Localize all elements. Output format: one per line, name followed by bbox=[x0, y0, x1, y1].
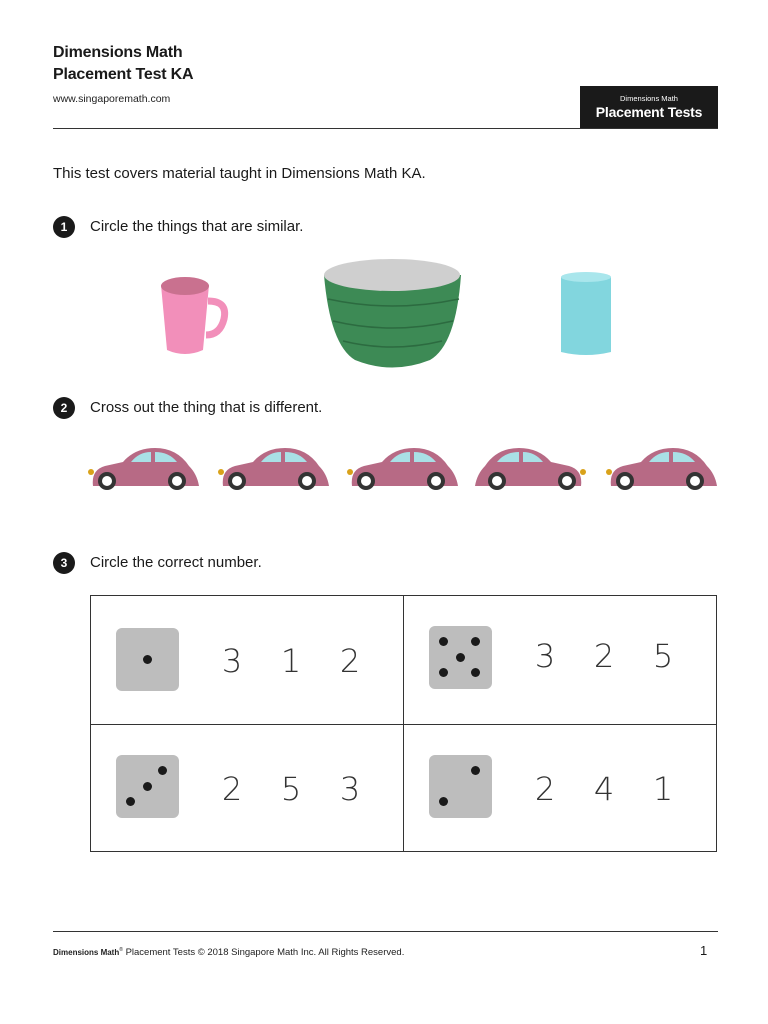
question-2-number: 2 bbox=[53, 397, 75, 419]
q1-pictures bbox=[140, 255, 640, 375]
die-dot bbox=[158, 766, 167, 775]
badge-small-text: Dimensions Math bbox=[620, 94, 678, 103]
die-dot bbox=[439, 637, 448, 646]
car-icon-3[interactable] bbox=[347, 448, 458, 490]
question-1-number: 1 bbox=[53, 216, 75, 238]
q3-cell-3 bbox=[91, 725, 404, 853]
die-dot bbox=[471, 766, 480, 775]
footer-brand: Dimensions Math bbox=[53, 948, 120, 958]
number-choice[interactable]: 2 bbox=[534, 770, 556, 808]
die-dot bbox=[471, 637, 480, 646]
die-icon-two bbox=[429, 755, 492, 818]
q3-grid bbox=[90, 595, 717, 852]
number-choice[interactable]: 2 bbox=[593, 637, 615, 675]
title-line-2: Placement Test KA bbox=[53, 66, 194, 83]
number-choice[interactable]: 1 bbox=[280, 642, 302, 680]
number-choice[interactable]: 3 bbox=[339, 770, 361, 808]
badge-big-text: Placement Tests bbox=[595, 104, 703, 120]
bowl-icon bbox=[324, 259, 461, 368]
page-number: 1 bbox=[700, 943, 708, 958]
car-icon-4[interactable] bbox=[475, 448, 586, 490]
die-icon-three bbox=[116, 755, 179, 818]
footer-text: Placement Tests © 2018 Singapore Math Inc. All Rights Reserved. bbox=[125, 947, 405, 959]
die-dot bbox=[143, 782, 152, 791]
number-choice[interactable]: 2 bbox=[339, 642, 361, 680]
number-choice[interactable]: 1 bbox=[652, 770, 674, 808]
header-divider bbox=[53, 128, 718, 129]
number-choice[interactable]: 5 bbox=[280, 770, 302, 808]
car-icon-2[interactable] bbox=[218, 448, 329, 490]
die-icon-five bbox=[429, 626, 492, 689]
die-dot bbox=[456, 653, 465, 662]
number-choice[interactable]: 3 bbox=[221, 642, 243, 680]
die-dot bbox=[126, 797, 135, 806]
glass-icon bbox=[561, 272, 611, 355]
number-choice[interactable]: 4 bbox=[593, 770, 615, 808]
q3-cell-2 bbox=[404, 596, 717, 724]
mug-icon bbox=[161, 277, 225, 354]
website-link[interactable]: www.singaporemath.com bbox=[53, 93, 171, 105]
question-1-text: Circle the things that are similar. bbox=[90, 218, 304, 235]
number-choice[interactable]: 2 bbox=[221, 770, 243, 808]
q3-cell-1 bbox=[91, 596, 404, 724]
document-title bbox=[53, 42, 193, 86]
number-choice[interactable]: 3 bbox=[534, 637, 556, 675]
question-2-text: Cross out the thing that is different. bbox=[90, 399, 323, 416]
die-dot bbox=[143, 655, 152, 664]
footer-copyright: Dimensions Math® Placement Tests © 2018 Singapore Math Inc. All Rights Reserved. bbox=[53, 947, 405, 959]
question-3-text: Circle the correct number. bbox=[90, 554, 262, 571]
intro-text: This test covers material taught in Dimensions Math KA. bbox=[53, 165, 426, 182]
car-icon-5[interactable] bbox=[606, 448, 717, 490]
placement-tests-badge bbox=[580, 86, 718, 128]
question-3-number: 3 bbox=[53, 552, 75, 574]
car-icon-1[interactable] bbox=[88, 448, 199, 490]
die-dot bbox=[439, 797, 448, 806]
q2-cars bbox=[85, 440, 725, 500]
die-dot bbox=[439, 668, 448, 677]
q3-cell-4 bbox=[404, 725, 717, 853]
title-line-1: Dimensions Math bbox=[53, 44, 183, 61]
die-icon-one bbox=[116, 628, 179, 691]
footer-divider bbox=[53, 931, 718, 932]
number-choice[interactable]: 5 bbox=[652, 637, 674, 675]
die-dot bbox=[471, 668, 480, 677]
